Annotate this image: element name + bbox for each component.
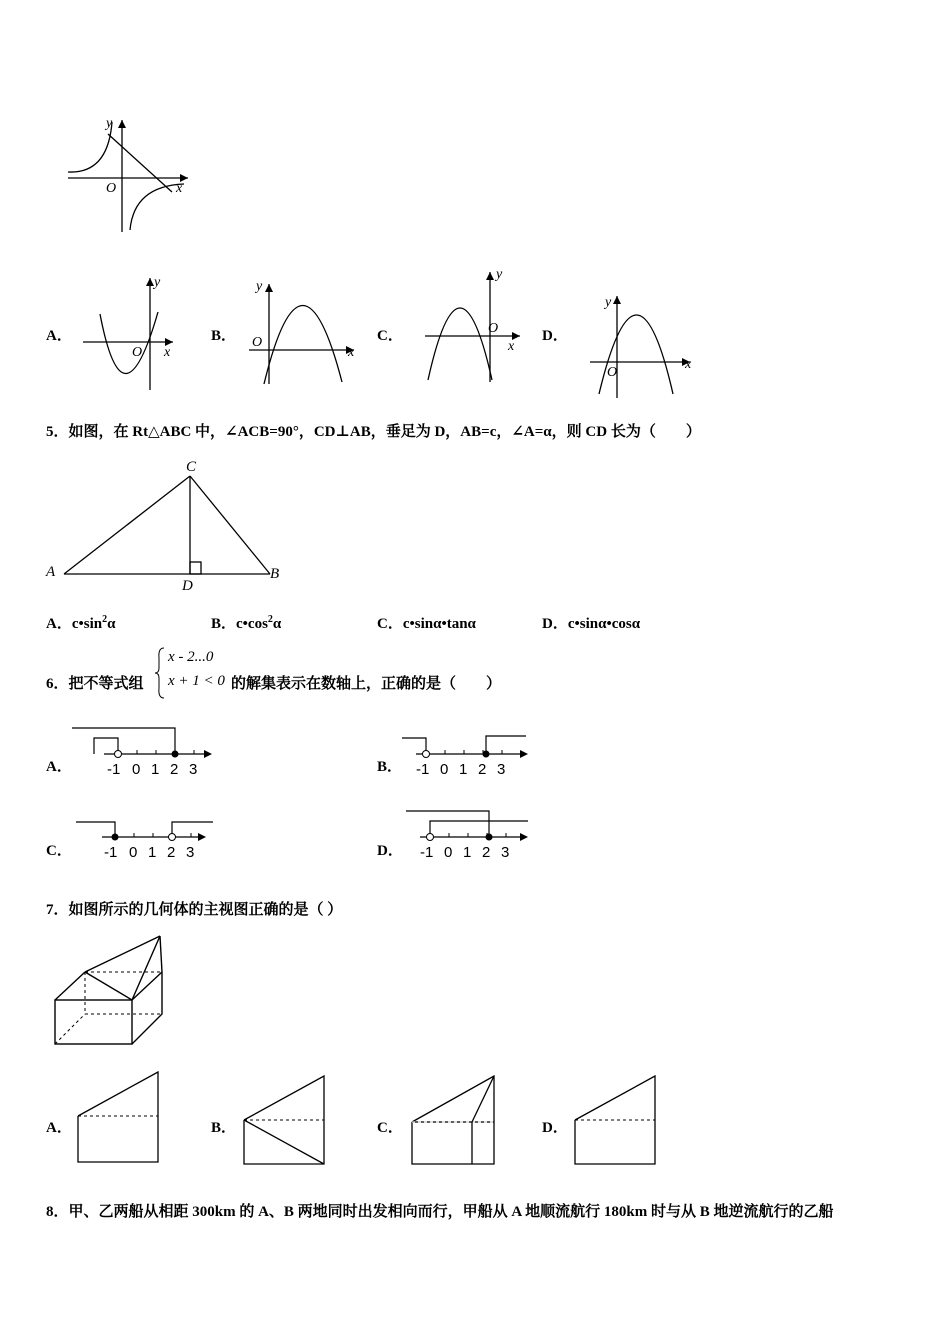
q6-b-tick-3: 3 [497, 761, 506, 778]
q4-d-x-label: x [685, 357, 692, 372]
q4-option-b-label[interactable]: B． [211, 328, 237, 344]
q6-d-tick-1: 1 [463, 844, 472, 861]
q5-option-d-text: c•sinα•cosα [567, 616, 641, 632]
q7-solid-figure [48, 930, 173, 1050]
q7-option-d-label[interactable]: D． [542, 1120, 568, 1136]
q6-text-before: 6．把不等式组 [46, 676, 144, 692]
q4-option-d-label[interactable]: D． [542, 328, 568, 344]
q4-option-c-graph[interactable] [420, 266, 530, 386]
q6-c-tick-1: 1 [148, 844, 157, 861]
q4-a-y-label: y [154, 275, 161, 290]
q5-point-c: C [186, 459, 197, 475]
q4-d-origin: O [607, 365, 618, 380]
q4-given-graph [60, 112, 200, 237]
q4-b-origin: O [252, 335, 263, 350]
q4-a-x-label: x [164, 345, 171, 360]
q6-option-c-numberline[interactable] [72, 812, 222, 862]
q6-a-tick-1: 1 [151, 761, 160, 778]
q6-d-tick-0: 0 [444, 844, 453, 861]
q7-option-c-view[interactable] [410, 1074, 498, 1168]
q6-b-tick-0: 0 [440, 761, 449, 778]
q6-text-after: 的解集表示在数轴上，正确的是（ ） [231, 676, 502, 692]
q5-option-a-pre: c•sin [71, 616, 103, 632]
q6-b-tick-1: 1 [459, 761, 468, 778]
q5-option-b[interactable] [211, 612, 281, 633]
q7-option-c-label[interactable]: C． [377, 1120, 403, 1136]
q5-triangle-figure [42, 456, 292, 596]
q7-question: 7．如图所示的几何体的主视图正确的是（ ） [46, 902, 343, 918]
q5-option-b-sup: 2 [267, 614, 273, 625]
q4-option-d-graph[interactable] [585, 290, 697, 402]
q4-c-x-label: x [508, 339, 515, 354]
q6-c-tick-m1: -1 [104, 844, 118, 861]
q5-option-c-label: C． [377, 616, 403, 632]
q4-option-b-graph[interactable] [244, 276, 362, 386]
q4-c-y-label: y [496, 267, 503, 282]
q6-option-b-numberline[interactable] [402, 722, 552, 778]
q6-system-brace [154, 646, 166, 700]
q4-b-y-label: y [256, 279, 263, 294]
q6-inequality-1: x - 2...0 [168, 649, 214, 665]
q5-point-d: D [182, 578, 193, 594]
q4-option-a-graph[interactable] [78, 272, 188, 394]
q6-option-d-label[interactable]: D． [377, 843, 403, 859]
q5-option-a-sup: 2 [102, 614, 108, 625]
q6-d-tick-2: 2 [482, 844, 491, 861]
q7-option-a-label[interactable]: A． [46, 1120, 72, 1136]
q7-option-a-view[interactable] [76, 1070, 162, 1166]
q6-option-c-label[interactable]: C． [46, 843, 72, 859]
q6-a-tick-m1: -1 [107, 761, 121, 778]
q5-option-d[interactable] [542, 612, 640, 633]
q6-d-tick-3: 3 [501, 844, 510, 861]
q6-option-a-label[interactable]: A． [46, 759, 72, 775]
q5-option-c-text: c•sinα•tanα [402, 616, 476, 632]
q5-option-c[interactable] [377, 612, 476, 633]
q4-option-c-label[interactable]: C． [377, 328, 403, 344]
q4-c-origin: O [488, 321, 499, 336]
q5-option-b-label: B． [211, 616, 237, 632]
q4-given-origin: O [106, 181, 117, 196]
q4-given-y-label: y [106, 116, 113, 131]
q5-point-a: A [46, 564, 56, 580]
q6-a-tick-3: 3 [189, 761, 198, 778]
q5-option-b-pre: c•cos [236, 616, 268, 632]
q6-option-b-label[interactable]: B． [377, 759, 403, 775]
q6-option-d-numberline[interactable] [402, 806, 552, 862]
q6-b-tick-m1: -1 [416, 761, 430, 778]
q4-given-x-label: x [176, 181, 183, 196]
q7-option-d-view[interactable] [573, 1074, 659, 1168]
q6-c-tick-2: 2 [167, 844, 176, 861]
q6-d-tick-m1: -1 [420, 844, 434, 861]
q4-a-origin: O [132, 345, 143, 360]
q6-option-a-numberline[interactable] [72, 722, 222, 778]
q5-option-b-post: α [272, 616, 282, 632]
q6-c-tick-0: 0 [129, 844, 138, 861]
q4-b-x-label: x [348, 345, 355, 360]
q4-d-y-label: y [605, 295, 612, 310]
q6-a-tick-0: 0 [132, 761, 141, 778]
q7-option-b-label[interactable]: B． [211, 1120, 237, 1136]
q8-question: 8．甲、乙两船从相距 300km 的 A、B 两地同时出发相向而行，甲船从 A 地顺流航行 180km 时与从 B 地逆流航行的乙船 [46, 1204, 834, 1220]
q5-option-d-label: D． [542, 616, 568, 632]
q6-a-tick-2: 2 [170, 761, 179, 778]
q5-option-a-label: A． [46, 616, 72, 632]
q6-inequality-2: x + 1 < 0 [168, 673, 225, 689]
q6-c-tick-3: 3 [186, 844, 195, 861]
q4-option-a-label[interactable]: A． [46, 328, 72, 344]
q6-system [168, 645, 225, 693]
q7-option-b-view[interactable] [242, 1074, 328, 1168]
q5-option-a[interactable] [46, 612, 115, 633]
q5-point-b: B [270, 566, 280, 582]
q5-option-a-post: α [107, 616, 116, 632]
q5-question: 5．如图，在 Rt△ABC 中，∠ACB=90°，CD⊥AB，垂足为 D，AB=c，∠A=α，则 CD 长为（ ） [46, 424, 701, 440]
q6-b-tick-2: 2 [478, 761, 487, 778]
